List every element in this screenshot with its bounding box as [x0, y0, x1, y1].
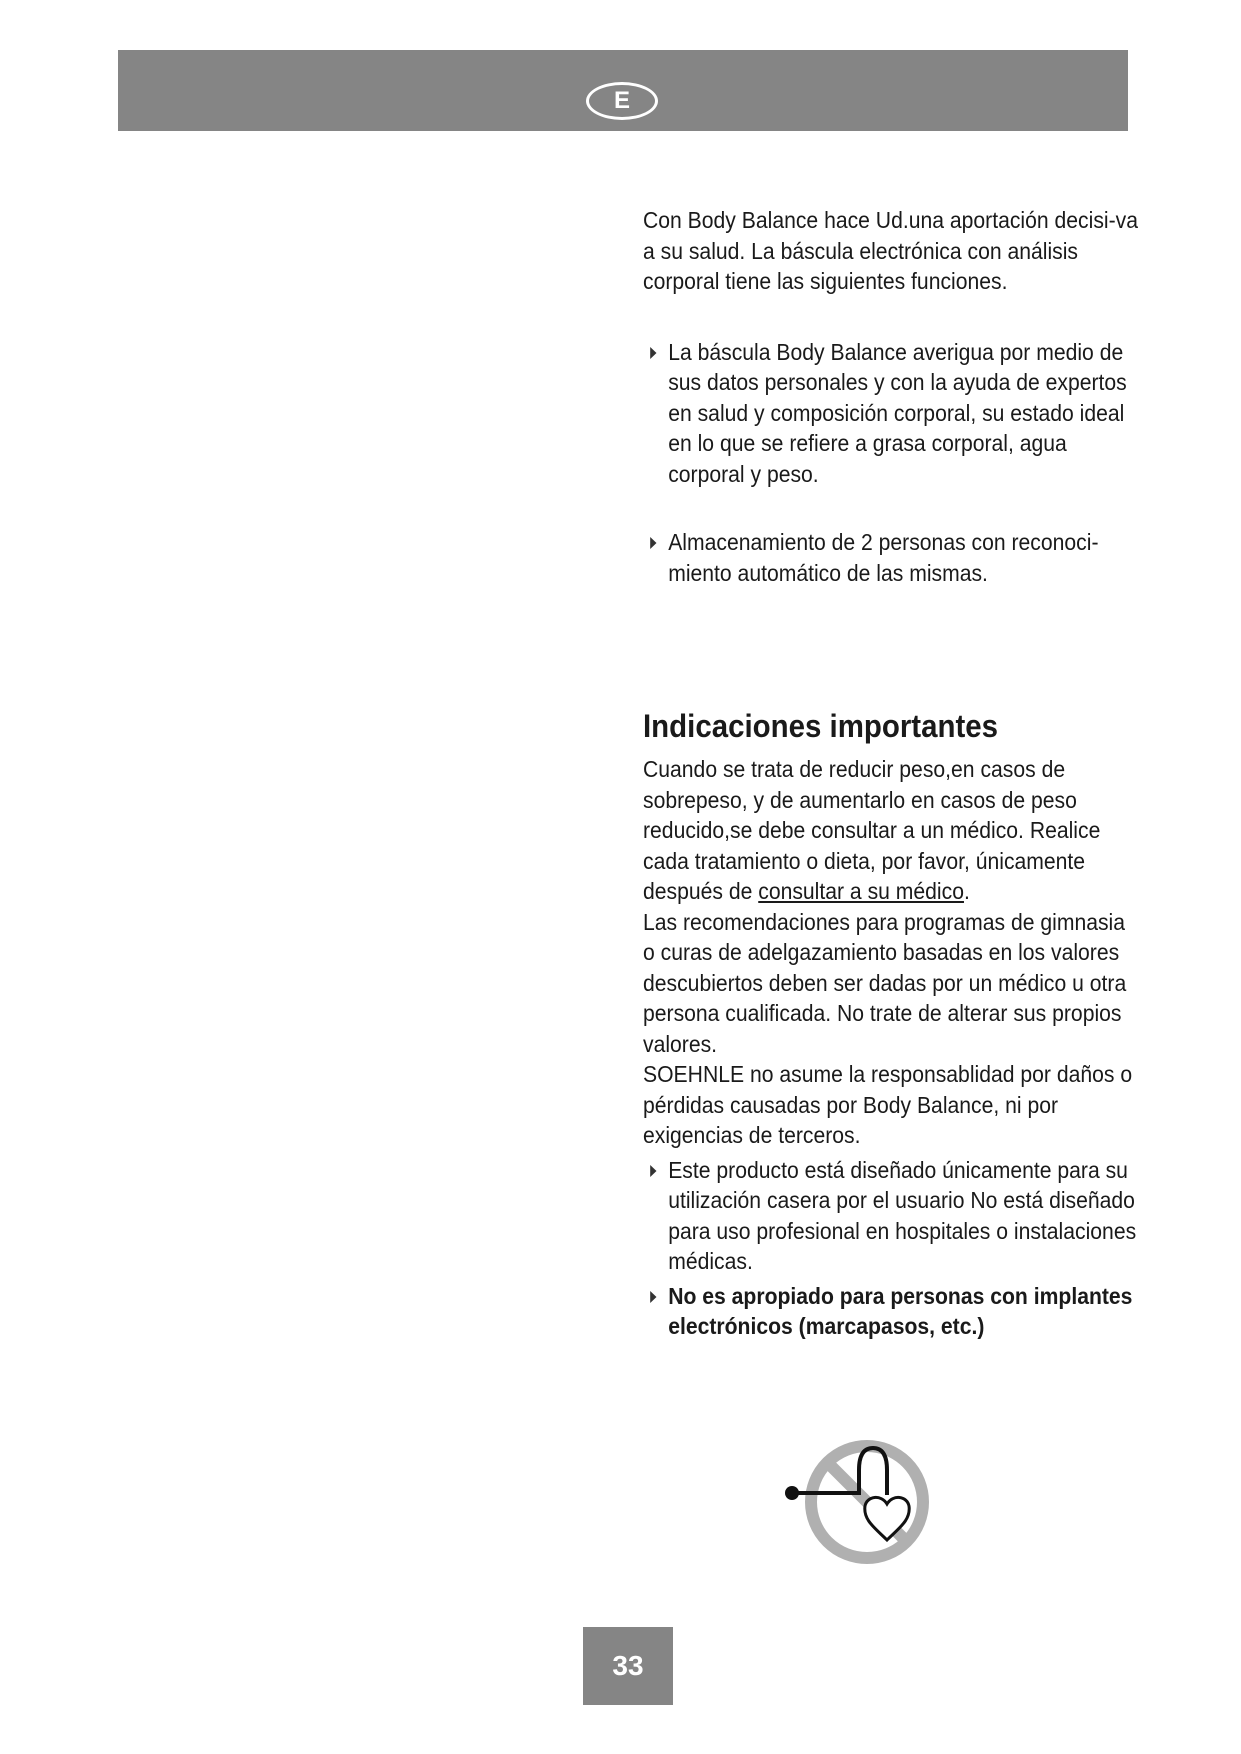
important-paragraph-1: Cuando se trata de reducir peso,en casos de sobrepeso, y de aumentarlo en casos de peso reducido,se debe consultar a un médico. Realice cada tratamiento o dieta, por favor, únicamente después de consultar a su médico. — [643, 756, 1101, 904]
intro-text: Con Body Balance hace Ud.una aportación decisi-va a su salud. La báscula electrónica con análisis corporal tiene las siguientes funciones. — [643, 207, 1138, 294]
warning-list — [643, 1155, 1138, 1342]
triangle-right-icon — [650, 1165, 656, 1177]
feature-item — [643, 527, 1145, 588]
feature-text: La báscula Body Balance averigua por medio de sus datos personales y con la ayuda de expertos en salud y composición corporal, su estado ideal en lo que se refiere a grasa corporal, agua corporal y peso. — [668, 338, 1127, 487]
triangle-right-icon — [650, 1291, 656, 1303]
page-number: 33 — [583, 1627, 673, 1705]
section-title: Indicaciones importantes — [643, 708, 999, 744]
warning-text: Este producto está diseñado únicamente para su utilización casera por el usuario No está diseñado para uso profesional en hospitales o instalaciones médicas. — [668, 1156, 1137, 1274]
triangle-right-icon — [650, 347, 656, 359]
feature-list — [643, 337, 1138, 589]
triangle-right-icon — [650, 537, 656, 549]
important-paragraph-3: SOEHNLE no asume la responsablidad por daños o pérdidas causadas por Body Balance, ni por exigencias de terceros. — [643, 1061, 1133, 1148]
warning-text: No es apropiado para personas con implantes electrónicos (marcapasos, etc.) — [668, 1282, 1133, 1339]
warning-item — [643, 1281, 1145, 1342]
consult-doctor-link: consultar a su médico — [758, 878, 964, 904]
warning-item — [643, 1155, 1145, 1277]
important-paragraph-2: Las recomendaciones para programas de gimnasia o curas de adelgazamiento basadas en los valores descubiertos deben ser dadas por un médico u otra persona cualificada. No trate de alterar sus propios valores. — [643, 908, 1127, 1057]
no-pacemaker-icon — [785, 1440, 945, 1570]
feature-item — [643, 337, 1145, 490]
language-badge: E — [586, 82, 658, 120]
feature-text: Almacenamiento de 2 personas con reconoci-miento automático de las mismas. — [668, 529, 1099, 586]
main-content — [643, 205, 1138, 1342]
